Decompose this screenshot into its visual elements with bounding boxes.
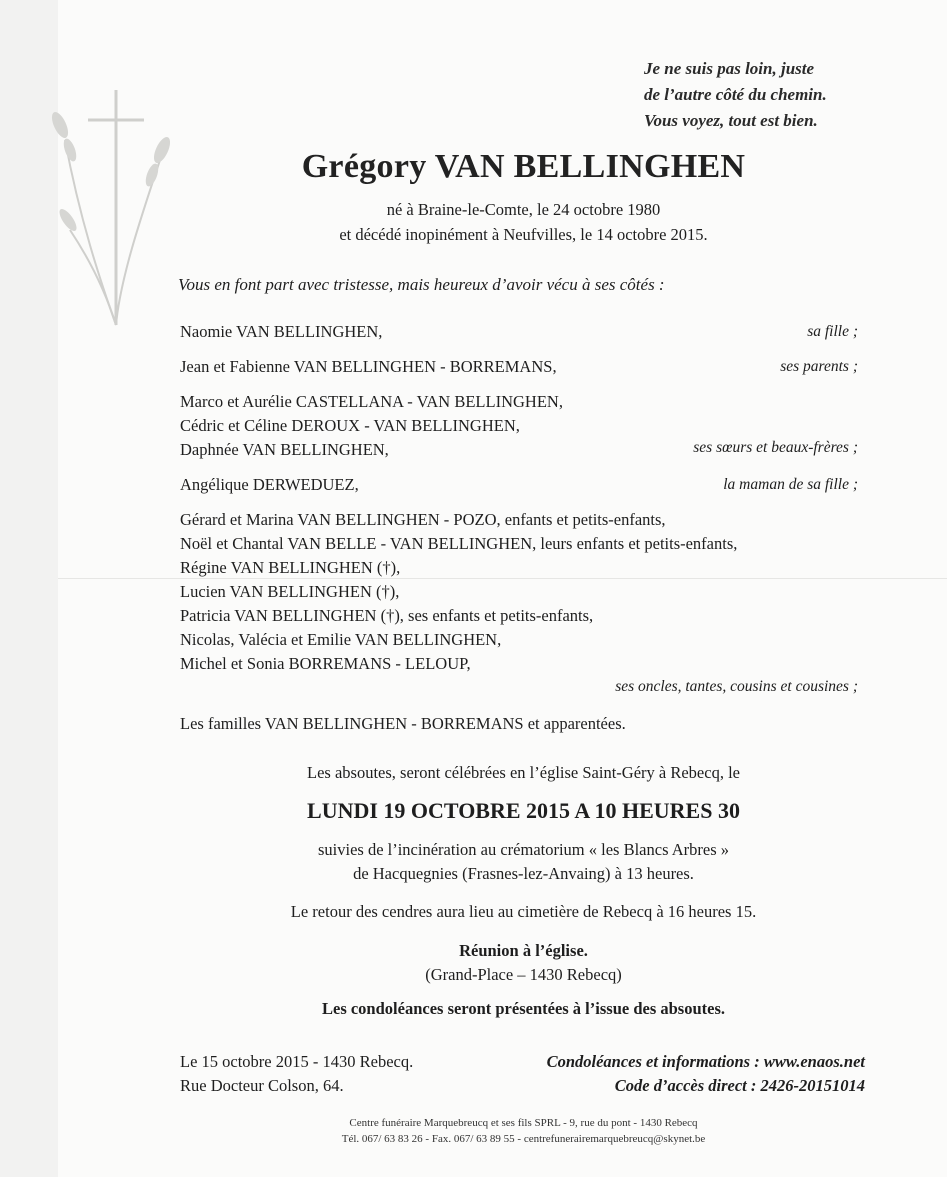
family-name: Marco et Aurélie CASTELLANA - VAN BELLINGHEN, — [180, 392, 563, 411]
family-relation: sa fille ; — [807, 323, 858, 340]
footer-date-place: Le 15 octobre 2015 - 1430 Rebecq. — [180, 1052, 414, 1071]
ceremony-date: LUNDI 19 OCTOBRE 2015 A 10 HEURES 30 — [307, 798, 740, 823]
condolences-line: Les condoléances seront présentées à l’issue des absoutes. — [321, 999, 726, 1018]
footer-address: Rue Docteur Colson, 64. — [180, 1076, 344, 1095]
family-name: Naomie VAN BELLINGHEN, — [180, 322, 383, 341]
death-line: et décédé inopinément à Neufvilles, le 14 octobre 2015. — [339, 225, 708, 244]
family-name: Angélique DERWEDUEZ, — [180, 475, 359, 494]
epitaph-quote — [644, 56, 827, 134]
family-extended — [180, 508, 737, 676]
family-name: Daphnée VAN BELLINGHEN, — [180, 440, 389, 459]
quote-line: Vous voyez, tout est bien. — [644, 111, 818, 130]
family-name: Michel et Sonia BORREMANS - LELOUP, — [180, 654, 471, 673]
meeting-place: (Grand-Place – 1430 Rebecq) — [425, 965, 622, 984]
family-name: Cédric et Céline DEROUX - VAN BELLINGHEN, — [180, 416, 520, 435]
families-line: Les familles VAN BELLINGHEN - BORREMANS et apparentées. — [180, 714, 626, 733]
cremation-line: de Hacquegnies (Frasnes-lez-Anvaing) à 13 heures. — [353, 864, 694, 883]
family-name: Jean et Fabienne VAN BELLINGHEN - BORREMANS, — [180, 357, 557, 376]
quote-line: de l’autre côté du chemin. — [644, 85, 827, 104]
announcement-intro: Vous en font part avec tristesse, mais heureux d’avoir vécu à ses côtés : — [178, 275, 665, 294]
meeting-title: Réunion à l’église. — [459, 941, 588, 960]
family-siblings — [180, 390, 563, 462]
footer-access-code: Code d’accès direct : 2426-20151014 — [614, 1076, 865, 1095]
funeral-home-contact: Tél. 067/ 63 83 26 - Fax. 067/ 63 89 55 - centrefunerairemarquebreucq@skynet.be — [341, 1133, 706, 1145]
footer-online-block — [547, 1050, 865, 1098]
footer-online-link: Condoléances et informations : www.enaos.net — [546, 1052, 865, 1071]
family-relation: la maman de sa fille ; — [723, 476, 858, 493]
cremation-line: suivies de l’incinération au crématorium « les Blancs Arbres » — [317, 840, 729, 859]
family-name: Noël et Chantal VAN BELLE - VAN BELLINGHEN, leurs enfants et petits-enfants, — [180, 534, 738, 553]
funeral-home-line: Centre funéraire Marquebreucq et ses fils SPRL - 9, rue du pont - 1430 Rebecq — [349, 1117, 698, 1129]
family-name: Gérard et Marina VAN BELLINGHEN - POZO, enfants et petits-enfants, — [180, 510, 666, 529]
family-name: Lucien VAN BELLINGHEN (†), — [180, 582, 400, 601]
ashes-line: Le retour des cendres aura lieu au cimetière de Rebecq à 16 heures 15. — [290, 902, 757, 921]
family-name: Nicolas, Valécia et Emilie VAN BELLINGHEN, — [180, 630, 502, 649]
family-relation: ses sœurs et beaux-frères ; — [693, 439, 858, 456]
ceremony-intro: Les absoutes, seront célébrées en l’église Saint-Géry à Rebecq, le — [307, 763, 740, 782]
footer-address-block — [180, 1050, 413, 1098]
deceased-name: Grégory VAN BELLINGHEN — [301, 148, 746, 185]
family-name: Régine VAN BELLINGHEN (†), — [180, 558, 401, 577]
quote-line: Je ne suis pas loin, juste — [644, 59, 815, 78]
family-relation: ses oncles, tantes, cousins et cousines ; — [615, 678, 858, 695]
family-name: Patricia VAN BELLINGHEN (†), ses enfants et petits-enfants, — [180, 606, 594, 625]
birth-line: né à Braine-le-Comte, le 24 octobre 1980 — [386, 200, 661, 219]
family-relation: ses parents ; — [780, 358, 858, 375]
